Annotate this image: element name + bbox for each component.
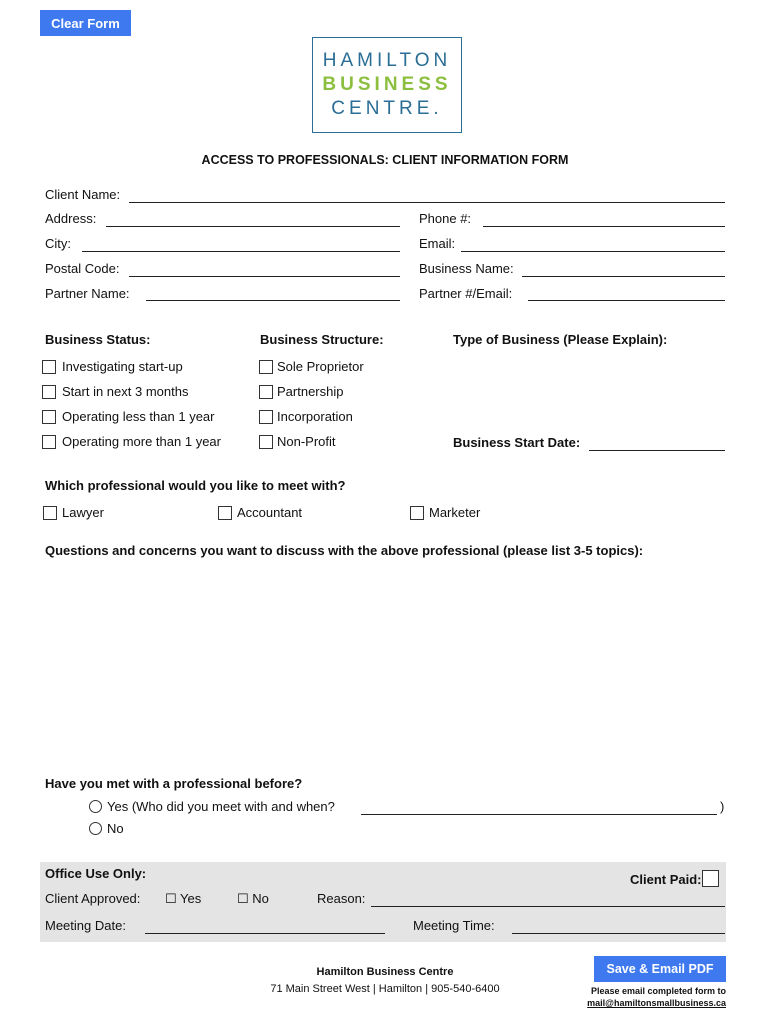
professional-option-label: Lawyer bbox=[62, 505, 104, 520]
partner-email-field[interactable] bbox=[528, 299, 725, 301]
city-field[interactable] bbox=[82, 250, 400, 252]
postal-code-label: Postal Code: bbox=[45, 261, 120, 276]
structure-checkbox-partnership[interactable] bbox=[259, 385, 273, 399]
partner-name-field[interactable] bbox=[146, 299, 400, 301]
professional-question: Which professional would you like to meet with? bbox=[45, 478, 346, 493]
business-status-heading: Business Status: bbox=[45, 332, 151, 347]
meeting-time-field[interactable] bbox=[512, 932, 725, 934]
email-note-line: Please email completed form to bbox=[590, 986, 726, 996]
type-of-business-heading: Type of Business (Please Explain): bbox=[453, 332, 668, 347]
business-name-label: Business Name: bbox=[419, 261, 514, 276]
approved-no-label: No bbox=[252, 891, 269, 906]
approved-yes-option[interactable] bbox=[165, 891, 201, 907]
client-approved-label: Client Approved: bbox=[45, 891, 141, 906]
professional-option-label: Marketer bbox=[429, 505, 481, 520]
status-checkbox-less-than-1-year[interactable] bbox=[42, 410, 56, 424]
questions-heading: Questions and concerns you want to discuss with the above professional (please list 3-5 topics): bbox=[45, 543, 644, 558]
approved-no-option[interactable] bbox=[237, 891, 269, 907]
phone-field[interactable] bbox=[483, 225, 725, 227]
save-email-pdf-button[interactable]: Save & Email PDF bbox=[594, 956, 726, 982]
professional-checkbox-accountant[interactable] bbox=[218, 506, 232, 520]
client-name-field[interactable] bbox=[129, 201, 725, 203]
email-address-link[interactable]: mail@hamiltonsmallbusiness.ca bbox=[587, 998, 726, 1008]
business-name-field[interactable] bbox=[522, 275, 725, 277]
approved-yes-label: Yes bbox=[180, 891, 202, 906]
structure-checkbox-sole-proprietor[interactable] bbox=[259, 360, 273, 374]
structure-option-label: Non-Profit bbox=[277, 434, 336, 449]
structure-option-label: Sole Proprietor bbox=[277, 359, 364, 374]
partner-name-label: Partner Name: bbox=[45, 286, 130, 301]
meeting-date-label: Meeting Date: bbox=[45, 918, 126, 933]
city-label: City: bbox=[45, 236, 71, 251]
business-structure-heading: Business Structure: bbox=[260, 332, 384, 347]
phone-label: Phone #: bbox=[419, 211, 472, 226]
status-option-label: Start in next 3 months bbox=[62, 384, 189, 399]
footer-address: 71 Main Street West | Hamilton | 905-540-6400 bbox=[270, 983, 500, 995]
met-before-question: Have you met with a professional before? bbox=[45, 776, 303, 791]
professional-checkbox-lawyer[interactable] bbox=[43, 506, 57, 520]
met-before-yes-label: Yes (Who did you meet with and when? bbox=[107, 799, 335, 814]
email-note bbox=[560, 985, 726, 1009]
checkbox-icon: ☐ bbox=[165, 891, 177, 906]
form-title: ACCESS TO PROFESSIONALS: CLIENT INFORMATION FORM bbox=[201, 153, 569, 167]
business-start-date-field[interactable] bbox=[589, 449, 725, 451]
client-name-label: Client Name: bbox=[45, 187, 121, 202]
client-paid-checkbox[interactable] bbox=[702, 870, 719, 887]
structure-checkbox-non-profit[interactable] bbox=[259, 435, 273, 449]
professional-checkbox-marketer[interactable] bbox=[410, 506, 424, 520]
questions-textarea[interactable] bbox=[45, 565, 725, 765]
address-field[interactable] bbox=[106, 225, 400, 227]
status-option-label: Operating more than 1 year bbox=[62, 434, 221, 449]
met-before-details-field[interactable] bbox=[361, 813, 717, 815]
business-start-date-label: Business Start Date: bbox=[453, 435, 581, 450]
logo-line-1: HAMILTON bbox=[322, 50, 452, 71]
clear-form-button[interactable]: Clear Form bbox=[40, 10, 131, 36]
structure-option-label: Partnership bbox=[277, 384, 344, 399]
status-checkbox-investigating[interactable] bbox=[42, 360, 56, 374]
met-before-no-label: No bbox=[107, 821, 124, 836]
logo-line-3: CENTRE. bbox=[331, 98, 443, 119]
status-option-label: Investigating start-up bbox=[62, 359, 183, 374]
meeting-time-label: Meeting Time: bbox=[413, 918, 495, 933]
logo-line-2: BUSINESS bbox=[322, 74, 452, 95]
postal-code-field[interactable] bbox=[129, 275, 400, 277]
checkbox-icon: ☐ bbox=[237, 891, 249, 906]
met-before-no-radio[interactable] bbox=[89, 822, 102, 835]
address-label: Address: bbox=[45, 211, 97, 226]
met-before-close-paren: ) bbox=[720, 799, 725, 814]
professional-option-label: Accountant bbox=[237, 505, 303, 520]
reason-label: Reason: bbox=[317, 891, 366, 906]
structure-option-label: Incorporation bbox=[277, 409, 353, 424]
meeting-date-field[interactable] bbox=[145, 932, 385, 934]
status-option-label: Operating less than 1 year bbox=[62, 409, 215, 424]
client-paid-label: Client Paid: bbox=[630, 872, 702, 887]
office-use-title: Office Use Only: bbox=[45, 866, 147, 881]
footer-org: Hamilton Business Centre bbox=[316, 966, 454, 978]
structure-checkbox-incorporation[interactable] bbox=[259, 410, 273, 424]
hamilton-business-centre-logo bbox=[312, 37, 462, 133]
status-checkbox-more-than-1-year[interactable] bbox=[42, 435, 56, 449]
partner-email-label: Partner #/Email: bbox=[419, 286, 513, 301]
email-label: Email: bbox=[419, 236, 456, 251]
status-checkbox-next-3-months[interactable] bbox=[42, 385, 56, 399]
email-field[interactable] bbox=[461, 250, 725, 252]
met-before-yes-radio[interactable] bbox=[89, 800, 102, 813]
reason-field[interactable] bbox=[371, 905, 725, 907]
